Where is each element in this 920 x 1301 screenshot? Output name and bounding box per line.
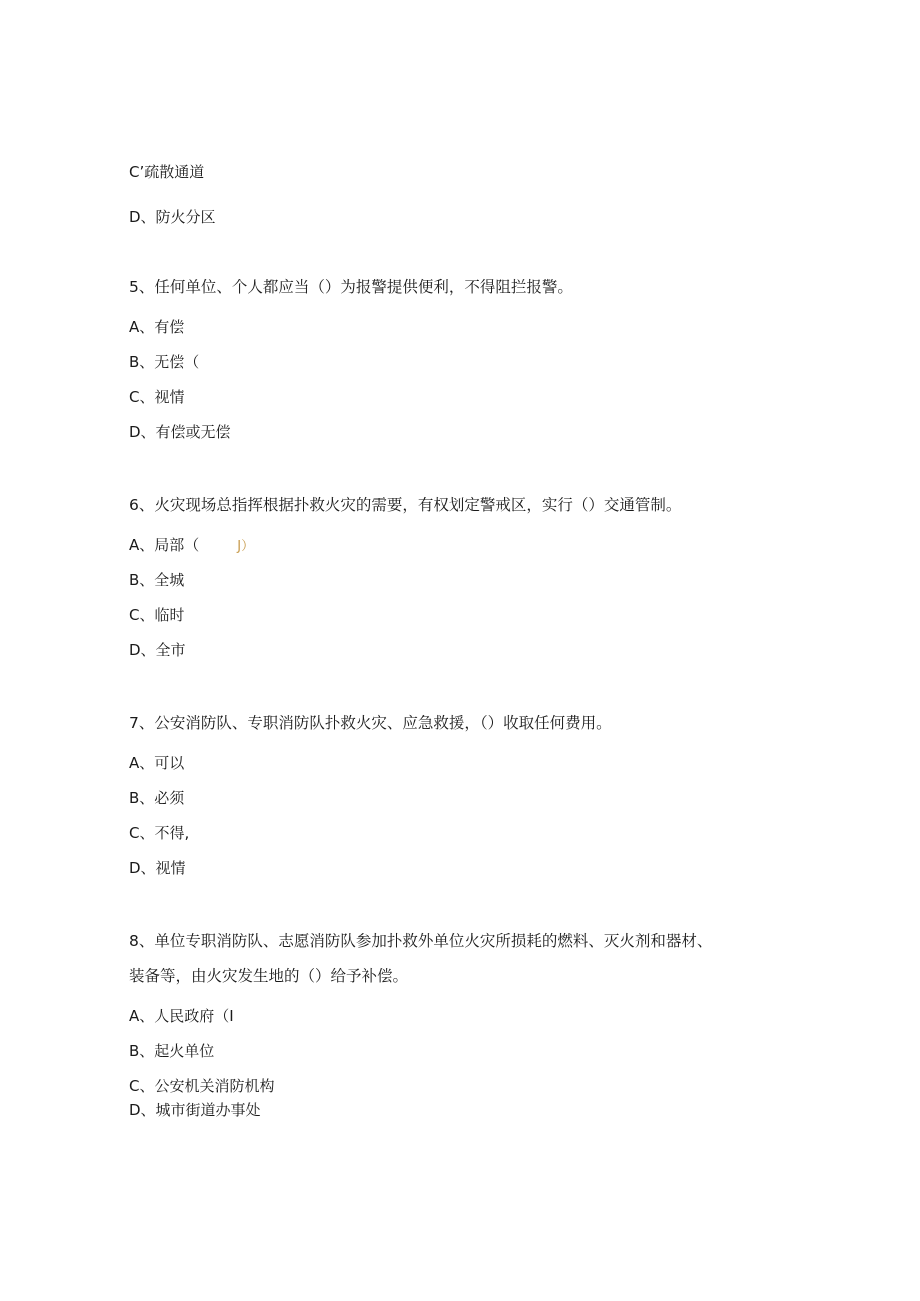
question-7-option-c: C、不得, xyxy=(129,824,190,842)
question-5-option-a: A、有偿 xyxy=(129,318,185,336)
answer-mark: J） xyxy=(237,539,255,554)
option-c-prev: C’疏散通道 xyxy=(129,163,205,181)
question-8-text-line2: 装备等，由火灾发生地的（）给予补偿。 xyxy=(129,967,409,985)
question-5-text: 5、任何单位、个人都应当（）为报警提供便利，不得阻拦报警。 xyxy=(129,278,573,296)
question-6-option-b: B、全城 xyxy=(129,571,185,589)
question-6-option-a-label: A、局部（ xyxy=(129,536,200,554)
question-8-text-line1: 8、单位专职消防队、志愿消防队参加扑救外单位火灾所损耗的燃料、灭火剂和器材、 xyxy=(129,932,713,950)
question-8-option-d: D、城市街道办事处 xyxy=(129,1101,261,1119)
question-5-option-d: D、有偿或无偿 xyxy=(129,423,231,441)
question-5-option-c: C、视情 xyxy=(129,388,185,406)
question-6-option-a xyxy=(129,535,254,557)
question-7-option-d: D、视情 xyxy=(129,859,186,877)
question-6-option-d: D、全市 xyxy=(129,641,186,659)
question-8-option-a: A、人民政府（I xyxy=(129,1007,234,1025)
question-8-option-b: B、起火单位 xyxy=(129,1042,215,1060)
question-7-option-a: A、可以 xyxy=(129,754,185,772)
question-7-option-b: B、必须 xyxy=(129,789,185,807)
question-6-text: 6、火灾现场总指挥根据扑救火灾的需要，有权划定警戒区，实行（）交通管制。 xyxy=(129,496,682,514)
question-5-option-b: B、无偿（ xyxy=(129,353,200,371)
question-8-option-c: C、公安机关消防机构 xyxy=(129,1077,275,1095)
option-d-prev: D、防火分区 xyxy=(129,208,216,226)
question-6-option-c: C、临时 xyxy=(129,606,185,624)
question-7-text: 7、公安消防队、专职消防队扑救火灾、应急救援，（）收取任何费用。 xyxy=(129,714,612,732)
